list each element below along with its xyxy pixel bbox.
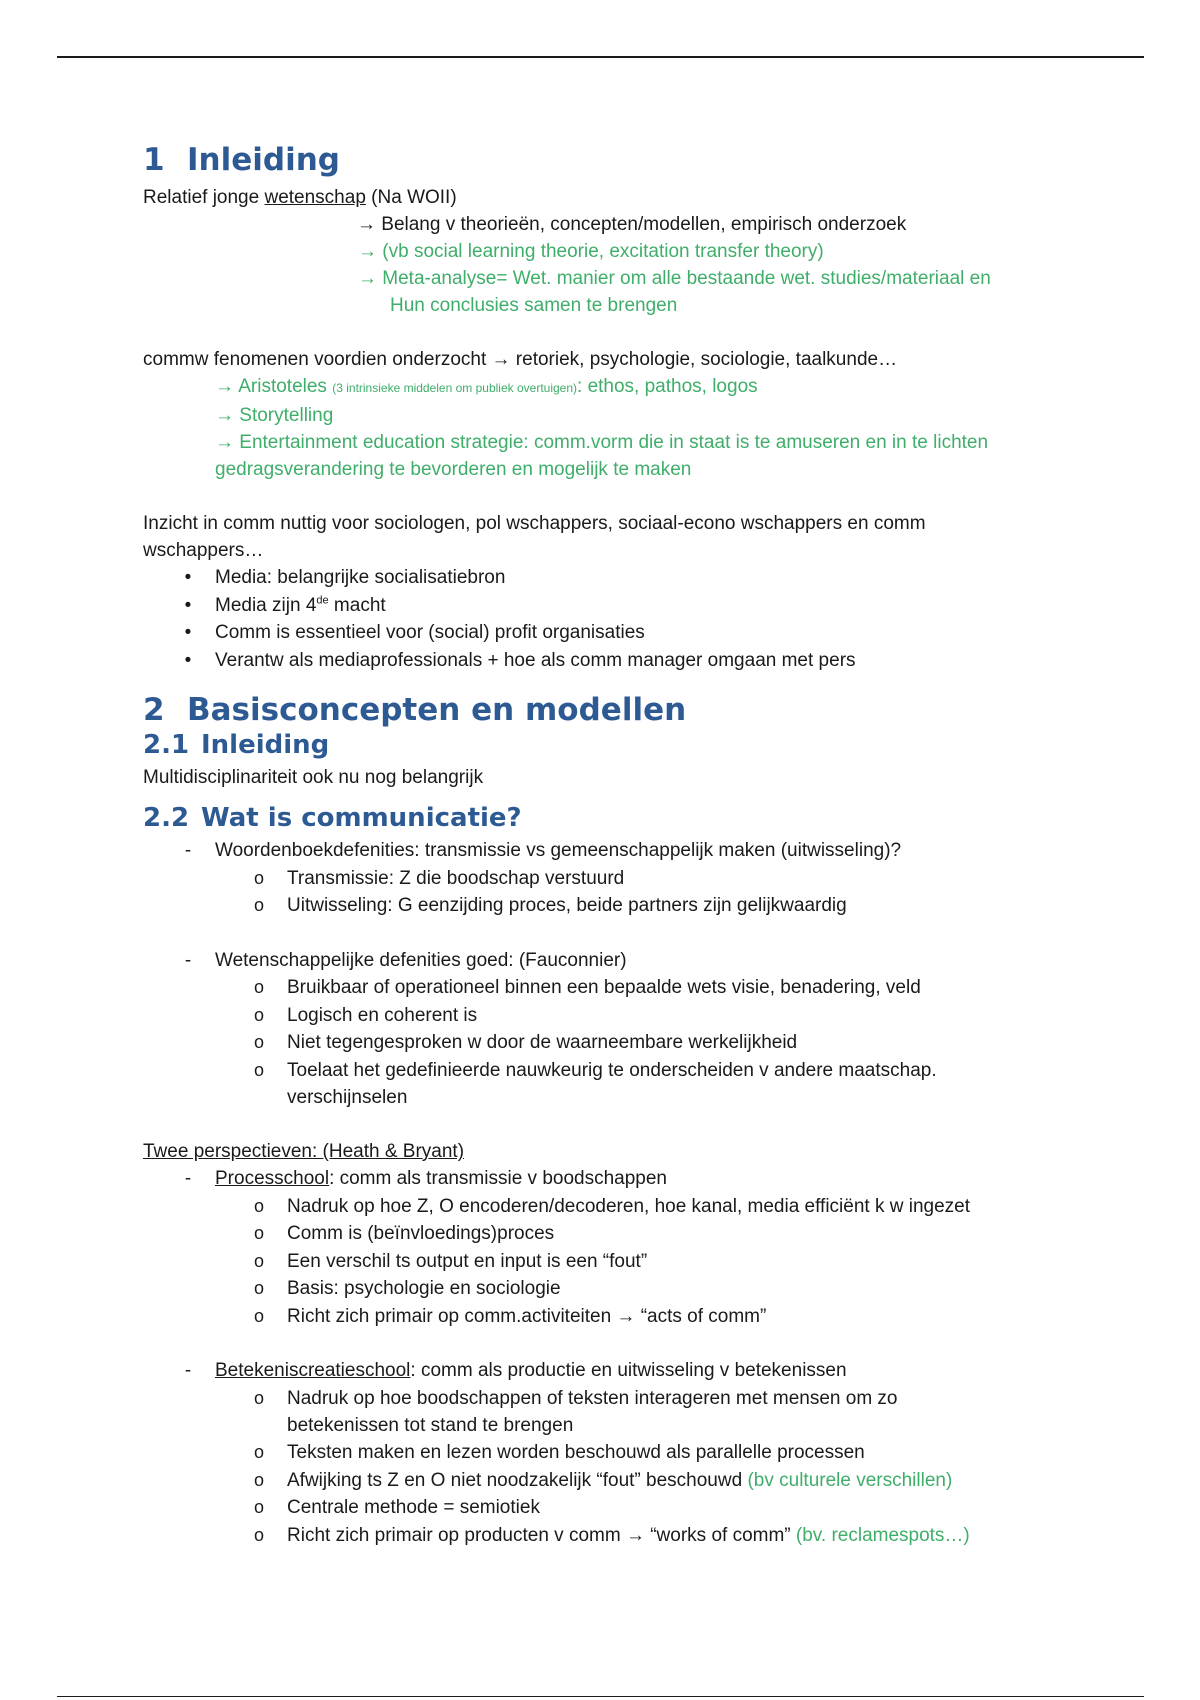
dash-icon: - bbox=[184, 949, 192, 971]
heading-1-inleiding: 1 Inleiding bbox=[143, 142, 340, 178]
bullet-icon: • bbox=[184, 567, 192, 588]
dash-icon: - bbox=[184, 1360, 192, 1381]
list-item: o Niet tegengesproken w door de waarneembare werkelijkheid bbox=[143, 1029, 1083, 1057]
list-item: • Verantw als mediaprofessionals + hoe als comm manager omgaan met pers bbox=[143, 647, 1083, 675]
bullet-icon: • bbox=[184, 622, 192, 643]
bullet-icon: • bbox=[184, 649, 192, 671]
list-item: o Richt zich primair op comm.activiteiten → “acts of comm” bbox=[143, 1303, 1083, 1331]
document-body bbox=[143, 136, 1083, 1549]
circle-bullet-icon: o bbox=[253, 1442, 264, 1462]
list-item: o Teksten maken en lezen worden beschouwd als parallelle processen bbox=[143, 1439, 1083, 1467]
list-item: o Uitwisseling: G eenzijding proces, beide partners zijn gelijkwaardig bbox=[143, 892, 1083, 920]
arrow-aristoteles: → Aristoteles (3 intrinsieke middelen om publiek overtuigen): ethos, pathos, logos bbox=[215, 376, 758, 397]
circle-bullet-icon: o bbox=[253, 1524, 264, 1545]
circle-bullet-icon: o bbox=[253, 1195, 264, 1216]
circle-bullet-icon: o bbox=[253, 895, 264, 915]
list-item: o Centrale methode = semiotiek bbox=[143, 1494, 1083, 1522]
heading-2-basisconcepten: 2 Basisconcepten en modellen bbox=[143, 692, 687, 728]
meta-analyse-continued: Hun conclusies samen te brengen bbox=[390, 295, 678, 316]
list-item: • Comm is essentieel voor (social) profit organisaties bbox=[143, 619, 1083, 647]
circle-bullet-icon: o bbox=[253, 1059, 264, 1080]
circle-bullet-icon: o bbox=[253, 977, 264, 997]
arrow-storytelling: → Storytelling bbox=[215, 405, 334, 426]
arrow-belang: → Belang v theorieën, concepten/modellen, empirisch onderzoek bbox=[357, 214, 907, 235]
circle-bullet-icon: o bbox=[253, 1250, 264, 1271]
list-item-continued: verschijnselen bbox=[287, 1087, 408, 1108]
list-item: o Comm is (beïnvloedings)proces bbox=[143, 1220, 1083, 1248]
arrow-example-theories: → (vb social learning theorie, excitation transfer theory) bbox=[358, 241, 824, 262]
list-item-continued: betekenissen tot stand te brengen bbox=[287, 1415, 574, 1436]
circle-bullet-icon: o bbox=[253, 1223, 264, 1243]
heading-2-1-inleiding: 2.1 Inleiding bbox=[143, 730, 330, 760]
circle-bullet-icon: o bbox=[253, 1032, 264, 1052]
dash-item-wetenschappelijk: - Wetenschappelijke defenities goed: (Fauconnier) bbox=[143, 947, 1083, 975]
circle-bullet-icon: o bbox=[253, 1497, 264, 1517]
top-rule bbox=[57, 56, 1144, 58]
inzicht-line: Inzicht in comm nuttig voor sociologen, pol wschappers, sociaal-econo wschappers en comm bbox=[143, 513, 926, 534]
circle-bullet-icon: o bbox=[253, 1004, 264, 1025]
list-item: o Bruikbaar of operationeel binnen een bepaalde wets visie, benadering, veld bbox=[143, 974, 1083, 1002]
intro-line: Relatief jonge wetenschap (Na WOII) bbox=[143, 187, 457, 208]
circle-bullet-icon: o bbox=[253, 1387, 264, 1408]
arrow-meta-analyse: → Meta-analyse= Wet. manier om alle bestaande wet. studies/materiaal en bbox=[358, 268, 991, 289]
circle-bullet-icon: o bbox=[253, 1469, 264, 1490]
commw-line: commw fenomenen voordien onderzocht → retoriek, psychologie, sociologie, taalkunde… bbox=[143, 349, 898, 370]
list-item: o Nadruk op hoe Z, O encoderen/decoderen, hoe kanal, media efficiënt k w ingezet bbox=[143, 1193, 1083, 1221]
multidisciplinariteit-line: Multidisciplinariteit ook nu nog belangrijk bbox=[143, 767, 484, 788]
circle-bullet-icon: o bbox=[253, 1278, 264, 1298]
dash-icon: - bbox=[184, 840, 192, 861]
dash-item-betekeniscreatieschool: - Betekeniscreatieschool: comm als productie en uitwisseling v betekenissen bbox=[143, 1357, 1083, 1385]
list-item: o Toelaat het gedefinieerde nauwkeurig te onderscheiden v andere maatschap. bbox=[143, 1057, 1083, 1085]
heading-2-2-communicatie: 2.2 Wat is communicatie? bbox=[143, 803, 522, 833]
bullet-icon: • bbox=[184, 594, 192, 616]
list-item: • Media zijn 4de macht bbox=[143, 592, 1083, 620]
inzicht-line-continued: wschappers… bbox=[143, 540, 264, 561]
dash-item-processchool: - Processchool: comm als transmissie v boodschappen bbox=[143, 1165, 1083, 1193]
list-item: o Logisch en coherent is bbox=[143, 1002, 1083, 1030]
entertainment-continued: gedragsverandering te bevorderen en mogelijk te maken bbox=[215, 459, 692, 480]
list-item: o Nadruk op hoe boodschappen of teksten interageren met mensen om zo bbox=[143, 1385, 1083, 1413]
dash-icon: - bbox=[184, 1168, 192, 1189]
arrow-entertainment: → Entertainment education strategie: comm.vorm die in staat is te amuseren en in te lichten bbox=[215, 432, 989, 453]
perspectives-heading: Twee perspectieven: (Heath & Bryant) bbox=[143, 1141, 465, 1162]
list-item: o Een verschil ts output en input is een “fout” bbox=[143, 1248, 1083, 1276]
list-item: o Afwijking ts Z en O niet noodzakelijk “fout” beschouwd (bv culturele verschillen) bbox=[143, 1467, 1083, 1495]
list-item: • Media: belangrijke socialisatiebron bbox=[143, 564, 1083, 592]
circle-bullet-icon: o bbox=[253, 867, 264, 888]
bottom-rule bbox=[57, 1696, 1144, 1697]
dash-item-woordenboek: - Woordenboekdefenities: transmissie vs gemeenschappelijk maken (uitwisseling)? bbox=[143, 837, 1083, 865]
list-item: o Basis: psychologie en sociologie bbox=[143, 1275, 1083, 1303]
list-item: o Transmissie: Z die boodschap verstuurd bbox=[143, 865, 1083, 893]
circle-bullet-icon: o bbox=[253, 1305, 264, 1326]
list-item: o Richt zich primair op producten v comm → “works of comm” (bv. reclamespots…) bbox=[143, 1522, 1083, 1550]
